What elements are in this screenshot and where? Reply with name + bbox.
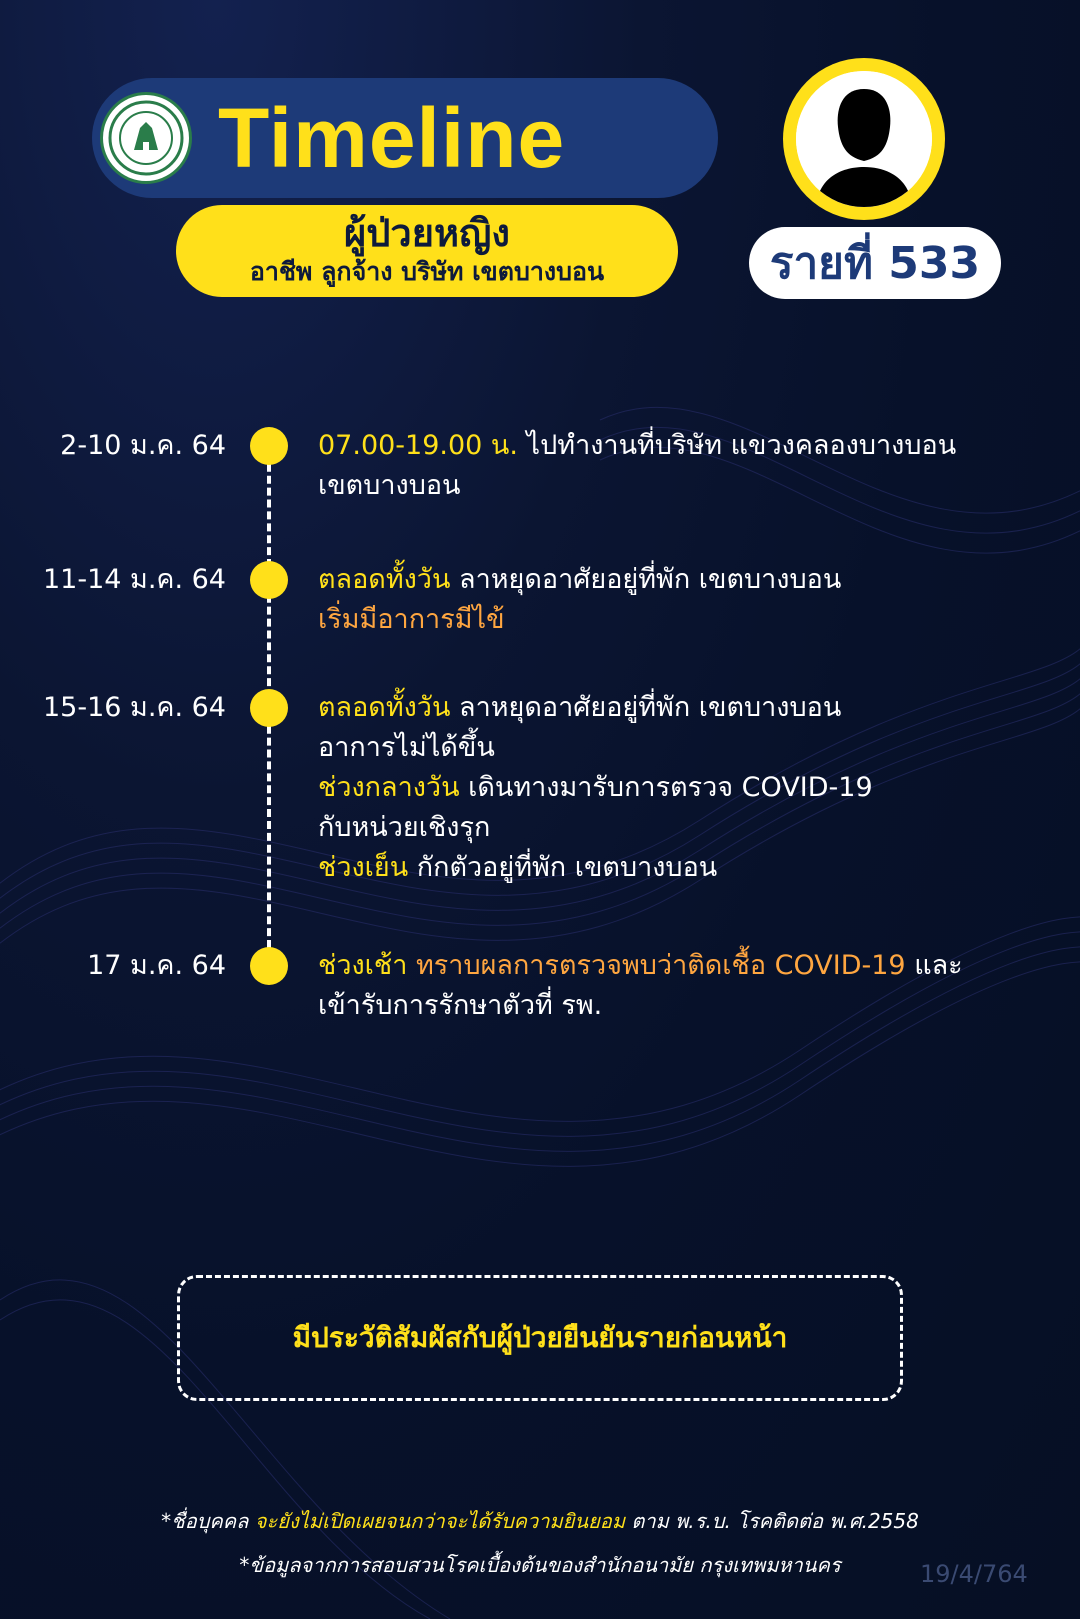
timeline-line-text (318, 848, 1038, 888)
timeline-dot (250, 947, 288, 985)
highlight-text: ช่วงเช้า (318, 950, 408, 981)
bma-seal-icon (100, 92, 192, 184)
footer-disclaimer (0, 1505, 1080, 1537)
timeline-line-text (318, 560, 1038, 600)
footer-text: ตาม พ.ร.บ. โรคติดต่อ พ.ศ.2558 (625, 1509, 919, 1533)
timeline-dot (250, 561, 288, 599)
highlight-text: ตลอดทั้งวัน (318, 564, 451, 595)
timeline-date: 11-14 ม.ค. 64 (42, 564, 226, 595)
person-silhouette-icon (796, 71, 932, 207)
timeline-date: 15-16 ม.ค. 64 (42, 692, 226, 723)
highlight-text: 07.00-19.00 น. (318, 430, 518, 461)
case-number-badge: รายที่ 533 (749, 227, 1001, 299)
footer-highlight: จะยังไม่เปิดเผยจนกว่าจะได้รับความยินยอม (254, 1509, 625, 1533)
timeline-line-text (318, 728, 1038, 768)
body-text: ไปทำงานที่บริษัท แขวงคลองบางบอน (517, 430, 957, 461)
timeline-description (318, 946, 1038, 1026)
patient-label: ผู้ป่วยหญิง (344, 211, 510, 255)
timeline-line-text (318, 466, 1038, 506)
timeline-line-text (318, 688, 1038, 728)
timeline-description (318, 688, 1038, 888)
body-text: เข้ารับการรักษาตัวที่ รพ. (318, 990, 603, 1021)
highlight-text: ตลอดทั้งวัน (318, 692, 451, 723)
body-text: กับหน่วยเชิงรุก (318, 812, 491, 843)
contact-note-box (177, 1275, 903, 1401)
body-text: เดินทางมารับการตรวจ COVID-19 (459, 772, 873, 803)
highlight-text: ช่วงกลางวัน (318, 772, 460, 803)
highlight-text: ทราบผลการตรวจพบว่าติดเชื้อ COVID-19 (415, 950, 906, 981)
timeline-line-text (318, 600, 1038, 640)
timeline-date: 17 ม.ค. 64 (87, 950, 226, 981)
timeline-line-text (318, 426, 1038, 466)
footer-source: *ข้อมูลจากการสอบสวนโรคเบื้องต้นของสำนักอนามัย กรุงเทพมหานคร (239, 1553, 841, 1577)
timeline-description (318, 426, 1038, 506)
page-title: Timeline (218, 91, 566, 185)
body-text (407, 950, 416, 981)
footer-text: *ชื่อบุคคล (161, 1509, 255, 1533)
highlight-text: เริ่มมีอาการมีไข้ (318, 604, 505, 635)
image-stamp: 19/4/764 (920, 1560, 1028, 1588)
avatar (783, 58, 945, 220)
contact-note: มีประวัติสัมผัสกับผู้ป่วยยืนยันรายก่อนหน้า (292, 1321, 788, 1354)
body-text: กักตัวอยู่ที่พัก เขตบางบอน (408, 852, 718, 883)
timeline-line-text (318, 986, 1038, 1026)
timeline-line-text (318, 808, 1038, 848)
body-text: ลาหยุดอาศัยอยู่ที่พัก เขตบางบอน (450, 692, 842, 723)
body-text: ลาหยุดอาศัยอยู่ที่พัก เขตบางบอน (450, 564, 842, 595)
timeline-line-text (318, 946, 1038, 986)
highlight-text: ช่วงเย็น (318, 852, 409, 883)
patient-info-banner (176, 205, 678, 297)
timeline-line-text (318, 768, 1038, 808)
timeline-description (318, 560, 1038, 640)
body-text: อาการไม่ได้ขึ้น (318, 732, 495, 763)
timeline-dot (250, 689, 288, 727)
body-text: และ (905, 950, 963, 981)
body-text: เขตบางบอน (318, 470, 461, 501)
timeline-dot (250, 427, 288, 465)
timeline-date: 2-10 ม.ค. 64 (60, 430, 226, 461)
occupation-label: อาชีพ ลูกจ้าง บริษัท เขตบางบอน (249, 257, 605, 286)
